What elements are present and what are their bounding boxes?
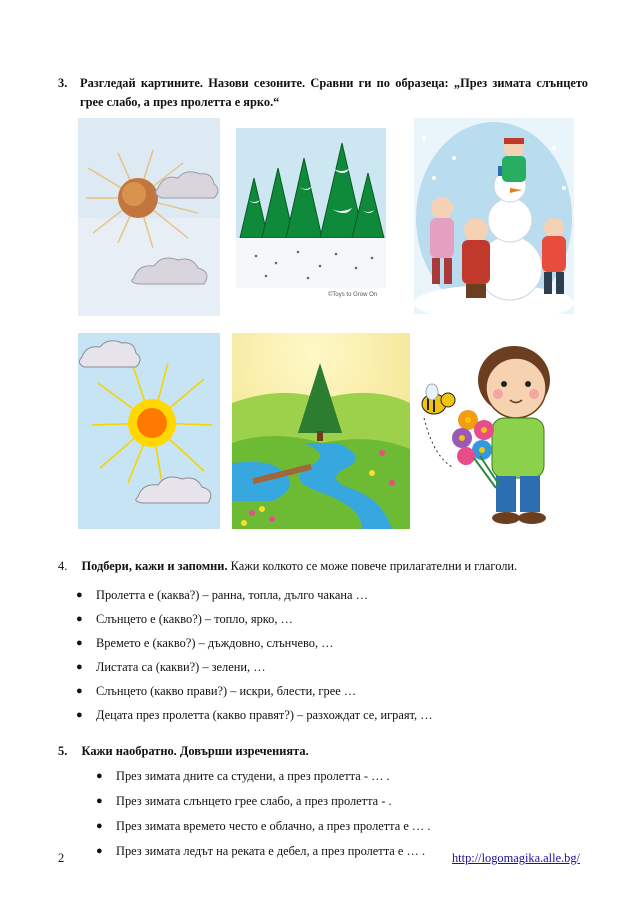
task5-item: През зимата ледът на реката е дебел, а през пролетта е … .	[116, 844, 426, 858]
winter-forest-illustration	[236, 128, 386, 302]
task3-text: Разгледай картините. Назови сезоните. Сравни ги по образеца: „През зимата слънцето грее слабо, а през пролетта е ярко.“	[80, 76, 588, 109]
bullet-icon: ●	[96, 795, 103, 807]
task5-item: През зимата времето често е облачно, а през пролетта е … .	[116, 819, 431, 833]
bullet-icon: ●	[96, 770, 103, 782]
task4-number: 4.	[58, 559, 68, 573]
task4-title: Подбери, кажи и запомни.	[81, 559, 228, 573]
spring-landscape-illustration	[232, 333, 410, 529]
boy-flowers-image	[418, 338, 558, 532]
winter-forest-image	[236, 128, 386, 302]
task5-item: През зимата слънцето грее слабо, а през пролетта - .	[116, 794, 392, 808]
bullet-icon: ●	[96, 820, 103, 832]
task4-item: Пролетта е (каква?) – ранна, топла, дълго чакана …	[96, 588, 368, 602]
footer-link[interactable]: http://logomagika.alle.bg/	[451, 851, 580, 865]
bullet-icon: ●	[76, 637, 83, 649]
bullet-icon: ●	[76, 709, 83, 721]
task5-item: През зимата дните са студени, а през пролетта - … .	[116, 769, 390, 783]
task4-item: Листата са (какви?) – зелени, …	[96, 660, 266, 674]
bullet-icon: ●	[76, 613, 83, 625]
boy-flowers-illustration	[418, 338, 558, 532]
bullet-icon: ●	[96, 845, 103, 857]
task4-intro: Кажи колкото се може повече прилагателни и глаголи.	[227, 559, 518, 573]
task4-item: Времето е (какво?) – дъждовно, слънчево, …	[96, 636, 334, 650]
task5-title: Кажи наобратно. Довърши изреченията.	[81, 744, 309, 758]
task3-number: 3.	[58, 76, 68, 90]
spring-sun-image	[78, 333, 220, 529]
copyright-text: ©Toys to Grow On	[328, 292, 378, 298]
spring-landscape-image	[232, 333, 410, 529]
kids-snowman-illustration	[414, 118, 574, 314]
bullet-icon: ●	[76, 661, 83, 673]
bullet-icon: ●	[76, 685, 83, 697]
page-number: 2	[58, 851, 65, 865]
task5-heading	[58, 744, 309, 759]
task4-heading	[58, 559, 517, 574]
kids-snowman-image	[414, 118, 574, 314]
task5-number: 5.	[58, 744, 68, 758]
bullet-icon: ●	[76, 589, 83, 601]
winter-sun-image	[78, 118, 220, 316]
spring-sun-illustration	[78, 333, 220, 529]
winter-sun-illustration	[78, 118, 220, 316]
task3-paragraph	[58, 74, 588, 112]
task4-item: Децата през пролетта (какво правят?) – разхождат се, играят, …	[96, 708, 433, 722]
task4-item: Слънцето е (какво?) – топло, ярко, …	[96, 612, 293, 626]
task4-item: Слънцето (какво прави?) – искри, блести, грее …	[96, 684, 357, 698]
